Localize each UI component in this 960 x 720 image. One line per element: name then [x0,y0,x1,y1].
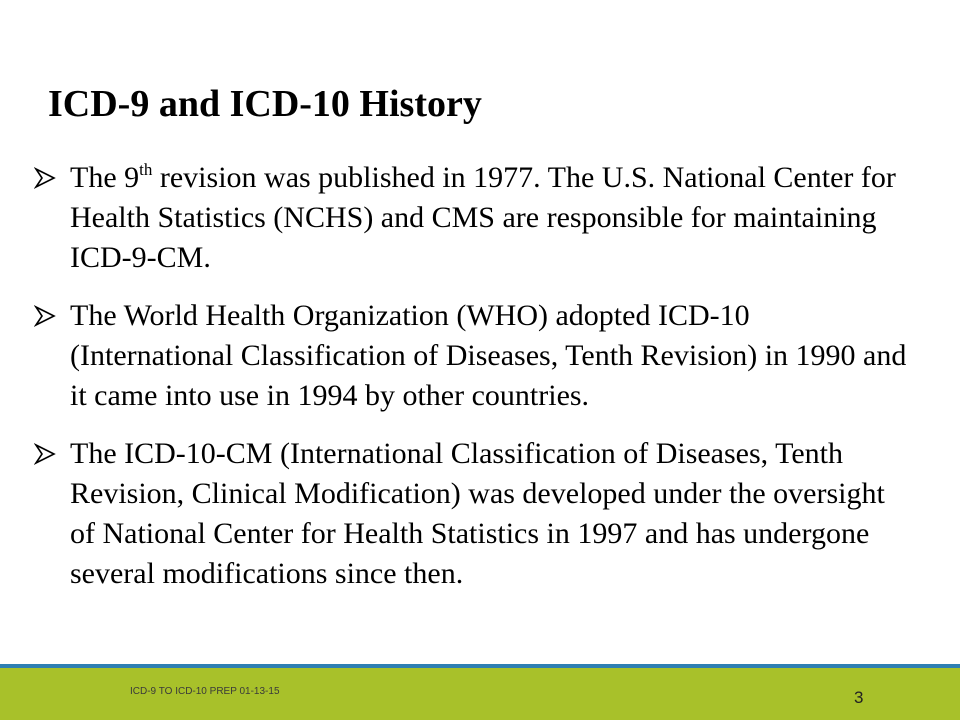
bullet-item-who-adoption [30,296,910,416]
bullet-text: The World Health Organization (WHO) adopted ICD-10 (International Classification of Diseases, Tenth Revision) in 1990 and it came into use in 1994 by other countries. [70,299,907,412]
bullet-item-icd10cm [30,434,910,594]
arrowhead-bullet-icon [34,296,58,336]
arrowhead-bullet-icon [34,158,58,198]
bullet-text: The ICD-10-CM (International Classification of Diseases, Tenth Revision, Clinical Modification) was developed under the oversight of National Center for Health Statistics in 1997 and has undergone several modifications since then. [70,437,885,590]
bullet-list [30,158,910,612]
footer-label: ICD-9 TO ICD-10 PREP 01-13-15 [130,686,280,697]
bullet-text-prefix: The 9 [70,161,140,194]
page-number: 3 [854,688,864,707]
bullet-item-revision-9 [30,158,910,278]
bullet-text: revision was published in 1977. The U.S. National Center for Health Statistics (NCHS) and CMS are responsible for maintaining ICD-9-CM. [70,161,896,274]
arrowhead-bullet-icon [34,434,58,474]
slide-title: ICD-9 and ICD-10 History [48,83,482,125]
bullet-superscript: th [139,160,153,179]
